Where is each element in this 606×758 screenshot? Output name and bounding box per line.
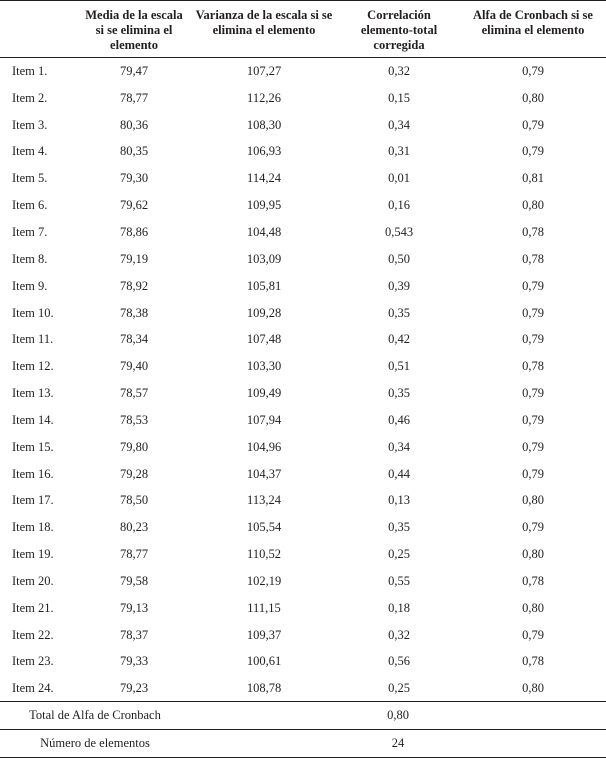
scale-variance: 109,28 bbox=[246, 305, 282, 320]
table-row bbox=[0, 299, 606, 326]
item-label: Item 1. bbox=[12, 64, 48, 79]
table-row bbox=[0, 541, 606, 568]
scale-mean: 79,19 bbox=[119, 251, 149, 266]
item-label: Item 7. bbox=[12, 224, 48, 239]
table-row bbox=[0, 514, 606, 541]
scale-variance: 105,54 bbox=[246, 520, 282, 535]
scale-variance: 113,24 bbox=[247, 493, 281, 508]
table-row bbox=[0, 621, 606, 648]
item-total-correlation: 0,16 bbox=[388, 198, 410, 213]
item-label: Item 15. bbox=[12, 439, 54, 454]
scale-mean: 79,47 bbox=[119, 64, 149, 79]
total-alpha-value: 0,80 bbox=[387, 708, 409, 723]
table-row bbox=[0, 487, 606, 514]
item-label: Item 11. bbox=[12, 332, 54, 347]
scale-variance: 107,27 bbox=[246, 64, 282, 79]
scale-mean: 79,23 bbox=[119, 681, 149, 696]
scale-mean: 78,53 bbox=[119, 412, 149, 427]
alpha-if-deleted: 0,80 bbox=[522, 600, 544, 615]
item-total-correlation: 0,51 bbox=[388, 359, 410, 374]
header-cell: Media de la escala si se elimina el elemento bbox=[85, 8, 183, 52]
item-total-correlation: 0,55 bbox=[388, 573, 410, 588]
scale-mean: 78,50 bbox=[119, 493, 149, 508]
scale-mean: 79,80 bbox=[119, 439, 149, 454]
scale-variance: 104,96 bbox=[246, 439, 282, 454]
scale-mean: 78,86 bbox=[119, 224, 149, 239]
table-row bbox=[0, 219, 606, 246]
alpha-if-deleted: 0,78 bbox=[522, 251, 544, 266]
element-count-label: Número de elementos bbox=[40, 736, 150, 751]
item-total-correlation: 0,39 bbox=[388, 278, 410, 293]
item-label: Item 16. bbox=[12, 466, 54, 481]
table-row bbox=[0, 675, 606, 702]
alpha-if-deleted: 0,79 bbox=[522, 412, 544, 427]
table-row bbox=[0, 245, 606, 272]
scale-mean: 80,35 bbox=[119, 144, 149, 159]
item-total-correlation: 0,35 bbox=[388, 305, 410, 320]
alpha-if-deleted: 0,80 bbox=[522, 493, 544, 508]
item-total-correlation: 0,50 bbox=[388, 251, 410, 266]
scale-variance: 102,19 bbox=[246, 573, 282, 588]
item-total-correlation: 0,35 bbox=[388, 386, 410, 401]
scale-variance: 112,26 bbox=[247, 90, 281, 105]
scale-mean: 79,30 bbox=[119, 171, 149, 186]
header-row bbox=[0, 1, 606, 58]
scale-mean: 80,36 bbox=[119, 117, 149, 132]
item-total-correlation: 0,32 bbox=[388, 627, 410, 642]
item-total-correlation: 0,32 bbox=[388, 64, 410, 79]
table-row bbox=[0, 406, 606, 433]
scale-mean: 78,34 bbox=[119, 332, 149, 347]
item-total-correlation: 0,18 bbox=[388, 600, 410, 615]
item-label: Item 22. bbox=[12, 627, 54, 642]
alpha-if-deleted: 0,79 bbox=[522, 64, 544, 79]
item-label: Item 9. bbox=[12, 278, 48, 293]
table-row bbox=[0, 165, 606, 192]
scale-mean: 80,23 bbox=[119, 520, 149, 535]
item-label: Item 2. bbox=[12, 90, 48, 105]
item-total-correlation: 0,543 bbox=[384, 224, 414, 239]
scale-mean: 78,92 bbox=[119, 278, 149, 293]
item-total-correlation: 0,25 bbox=[388, 681, 410, 696]
table-row bbox=[0, 192, 606, 219]
alpha-if-deleted: 0,80 bbox=[522, 681, 544, 696]
alpha-if-deleted: 0,80 bbox=[522, 198, 544, 213]
header-cell: Alfa de Cronbach si se elimina el elemento bbox=[473, 8, 593, 37]
table-row bbox=[0, 380, 606, 407]
item-total-correlation: 0,31 bbox=[388, 144, 410, 159]
item-label: Item 3. bbox=[12, 117, 48, 132]
item-label: Item 13. bbox=[12, 386, 54, 401]
table-row bbox=[0, 138, 606, 165]
item-label: Item 23. bbox=[12, 654, 54, 669]
item-label: Item 12. bbox=[12, 359, 54, 374]
scale-variance: 107,94 bbox=[246, 412, 282, 427]
alpha-if-deleted: 0,80 bbox=[522, 547, 544, 562]
scale-variance: 107,48 bbox=[246, 332, 282, 347]
scale-variance: 103,30 bbox=[246, 359, 282, 374]
item-label: Item 4. bbox=[12, 144, 48, 159]
item-label: Item 24. bbox=[12, 681, 54, 696]
header-cell bbox=[0, 1, 78, 58]
item-total-correlation: 0,15 bbox=[388, 90, 410, 105]
scale-variance: 104,37 bbox=[246, 466, 282, 481]
table-row bbox=[0, 58, 606, 85]
scale-variance: 106,93 bbox=[246, 144, 282, 159]
item-label: Item 6. bbox=[12, 198, 48, 213]
scale-variance: 105,81 bbox=[246, 278, 282, 293]
item-label: Item 8. bbox=[12, 251, 48, 266]
table-row bbox=[0, 272, 606, 299]
alpha-if-deleted: 0,79 bbox=[522, 627, 544, 642]
alpha-if-deleted: 0,78 bbox=[522, 359, 544, 374]
item-total-correlation: 0,25 bbox=[388, 547, 410, 562]
item-total-correlation: 0,56 bbox=[388, 654, 410, 669]
alpha-if-deleted: 0,81 bbox=[522, 171, 544, 186]
item-total-correlation: 0,01 bbox=[388, 171, 410, 186]
item-label: Item 14. bbox=[12, 412, 54, 427]
item-rows bbox=[0, 58, 606, 702]
alpha-if-deleted: 0,79 bbox=[522, 520, 544, 535]
item-total-correlation: 0,44 bbox=[388, 466, 410, 481]
scale-mean: 78,77 bbox=[119, 547, 149, 562]
item-total-correlation: 0,46 bbox=[388, 412, 410, 427]
item-label: Item 17. bbox=[12, 493, 54, 508]
scale-variance: 111,15 bbox=[247, 600, 281, 615]
alpha-if-deleted: 0,79 bbox=[522, 466, 544, 481]
alpha-if-deleted: 0,79 bbox=[522, 278, 544, 293]
alpha-if-deleted: 0,79 bbox=[522, 439, 544, 454]
table-row bbox=[0, 84, 606, 111]
total-alpha-row bbox=[0, 702, 606, 730]
scale-variance: 108,78 bbox=[246, 681, 282, 696]
scale-variance: 103,09 bbox=[246, 251, 282, 266]
item-total-correlation: 0,34 bbox=[388, 117, 410, 132]
scale-variance: 109,37 bbox=[246, 627, 282, 642]
scale-mean: 78,77 bbox=[119, 90, 149, 105]
scale-mean: 78,37 bbox=[119, 627, 149, 642]
scale-variance: 109,95 bbox=[246, 198, 282, 213]
alpha-if-deleted: 0,80 bbox=[522, 90, 544, 105]
table-row bbox=[0, 594, 606, 621]
total-alpha-label: Total de Alfa de Cronbach bbox=[29, 708, 161, 723]
scale-variance: 109,49 bbox=[246, 386, 282, 401]
alpha-if-deleted: 0,78 bbox=[522, 654, 544, 669]
table-row bbox=[0, 111, 606, 138]
element-count-row bbox=[0, 730, 606, 758]
alpha-if-deleted: 0,79 bbox=[522, 144, 544, 159]
item-label: Item 10. bbox=[12, 305, 54, 320]
alpha-if-deleted: 0,78 bbox=[522, 573, 544, 588]
alpha-if-deleted: 0,79 bbox=[522, 332, 544, 347]
scale-mean: 79,13 bbox=[119, 600, 149, 615]
table-row bbox=[0, 568, 606, 595]
table-row bbox=[0, 648, 606, 675]
item-label: Item 20. bbox=[12, 573, 54, 588]
scale-mean: 79,40 bbox=[119, 359, 149, 374]
scale-variance: 110,52 bbox=[247, 547, 281, 562]
item-label: Item 18. bbox=[12, 520, 54, 535]
scale-variance: 108,30 bbox=[246, 117, 282, 132]
table-row bbox=[0, 353, 606, 380]
scale-mean: 78,38 bbox=[119, 305, 149, 320]
item-label: Item 19. bbox=[12, 547, 54, 562]
item-label: Item 5. bbox=[12, 171, 48, 186]
header-cell: Correlación elemento-total corregida bbox=[360, 8, 438, 52]
alpha-if-deleted: 0,78 bbox=[522, 224, 544, 239]
alpha-if-deleted: 0,79 bbox=[522, 305, 544, 320]
header-cell: Varianza de la escala si se elimina el elemento bbox=[195, 8, 333, 37]
scale-mean: 79,28 bbox=[119, 466, 149, 481]
item-total-correlation: 0,34 bbox=[388, 439, 410, 454]
element-count-value: 24 bbox=[391, 736, 405, 751]
alpha-if-deleted: 0,79 bbox=[522, 117, 544, 132]
item-total-correlation: 0,42 bbox=[388, 332, 410, 347]
table-row bbox=[0, 460, 606, 487]
scale-variance: 114,24 bbox=[247, 171, 281, 186]
scale-mean: 78,57 bbox=[119, 386, 149, 401]
scale-mean: 79,62 bbox=[119, 198, 149, 213]
scale-mean: 79,58 bbox=[119, 573, 149, 588]
scale-variance: 104,48 bbox=[246, 224, 282, 239]
table-row bbox=[0, 433, 606, 460]
scale-mean: 79,33 bbox=[119, 654, 149, 669]
table-row bbox=[0, 326, 606, 353]
item-total-correlation: 0,13 bbox=[388, 493, 410, 508]
alpha-if-deleted: 0,79 bbox=[522, 386, 544, 401]
scale-variance: 100,61 bbox=[246, 654, 282, 669]
item-total-correlation: 0,35 bbox=[388, 520, 410, 535]
item-label: Item 21. bbox=[12, 600, 54, 615]
